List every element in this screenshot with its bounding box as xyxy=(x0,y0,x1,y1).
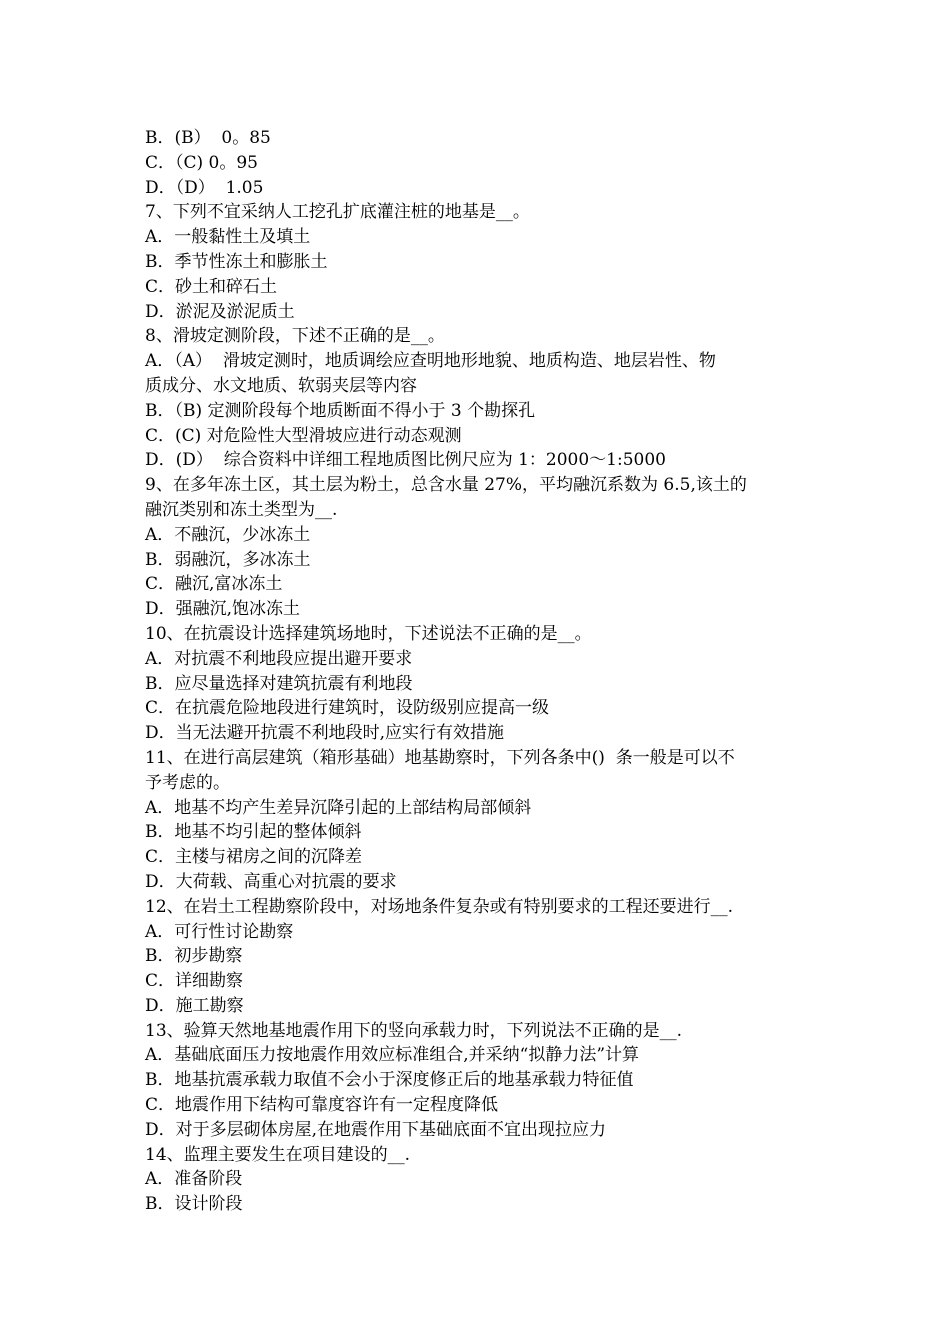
question-12: 12、在岩土工程勘察阶段中，对场地条件复杂或有特别要求的工程还要进行__. xyxy=(145,896,734,917)
question-11-cont: 予考虑的。 xyxy=(145,772,230,793)
q9-option-d: D．强融沉,饱冰冻土 xyxy=(145,599,301,620)
q12-option-a: A．可行性讨论勘察 xyxy=(145,921,294,942)
q7-option-a: A．一般黏性土及填土 xyxy=(145,227,311,248)
q8-option-c: C．(C) 对危险性大型滑坡应进行动态观测 xyxy=(145,425,462,446)
q10-option-a: A．对抗震不利地段应提出避开要求 xyxy=(145,648,413,669)
q7-option-c: C．砂土和碎石土 xyxy=(145,276,278,297)
question-10: 10、在抗震设计选择建筑场地时，下述说法不正确的是__。 xyxy=(145,623,592,644)
q12-option-d: D．施工勘察 xyxy=(145,995,244,1016)
q7-option-d: D．淤泥及淤泥质土 xyxy=(145,301,295,322)
question-9-cont: 融沉类别和冻土类型为__. xyxy=(145,499,338,520)
q10-option-c: C．在抗震危险地段进行建筑时，设防级别应提高一级 xyxy=(145,698,550,719)
question-9: 9、在多年冻土区，其土层为粉土，总含水量 27%，平均融沉系数为 6.5,该土的 xyxy=(145,475,747,496)
q8-option-a-cont: 质成分、水文地质、软弱夹层等内容 xyxy=(145,375,417,396)
q12-option-b: B．初步勘察 xyxy=(145,946,243,967)
question-8: 8、滑坡定测阶段，下述不正确的是__。 xyxy=(145,326,445,347)
q11-option-b: B．地基不均引起的整体倾斜 xyxy=(145,822,362,843)
q14-option-a: A．准备阶段 xyxy=(145,1169,243,1190)
q7-option-b: B．季节性冻土和膨胀土 xyxy=(145,251,328,272)
question-7: 7、下列不宜采纳人工挖孔扩底灌注桩的地基是__。 xyxy=(145,202,530,223)
q14-option-b: B．设计阶段 xyxy=(145,1194,243,1215)
q13-option-b: B．地基抗震承载力取值不会小于深度修正后的地基承载力特征值 xyxy=(145,1070,634,1091)
q9-option-c: C．融沉,富冰冻土 xyxy=(145,574,283,595)
q8-option-d: D．(D） 综合资料中详细工程地质图比例尺应为 1：2000～1:5000 xyxy=(145,450,666,471)
q10-option-b: B．应尽量选择对建筑抗震有利地段 xyxy=(145,673,413,694)
document-page xyxy=(145,126,807,1217)
question-11: 11、在进行高层建筑（箱形基础）地基勘察时，下列各条中() 条一般是可以不 xyxy=(145,747,735,768)
q8-option-a: A．（A） 滑坡定测时，地质调绘应查明地形地貌、地质构造、地层岩性、物 xyxy=(145,351,716,372)
q13-option-d: D．对于多层砌体房屋,在地震作用下基础底面不宜出现拉应力 xyxy=(145,1119,607,1140)
q11-option-a: A．地基不均产生差异沉降引起的上部结构局部倾斜 xyxy=(145,797,532,818)
q12-option-c: C．详细勘察 xyxy=(145,971,244,992)
q9-option-a: A．不融沉，少冰冻土 xyxy=(145,524,311,545)
q13-option-a: A．基础底面压力按地震作用效应标准组合,并采纳“拟静力法”计算 xyxy=(145,1045,640,1066)
q9-option-b: B．弱融沉，多冰冻土 xyxy=(145,549,311,570)
q13-option-c: C．地震作用下结构可靠度容许有一定程度降低 xyxy=(145,1095,499,1116)
q11-option-c: C．主楼与裙房之间的沉降差 xyxy=(145,847,363,868)
question-14: 14、监理主要发生在项目建设的__. xyxy=(145,1144,411,1165)
q10-option-d: D．当无法避开抗震不利地段时,应实行有效措施 xyxy=(145,723,505,744)
q11-option-d: D．大荷载、高重心对抗震的要求 xyxy=(145,871,397,892)
option-b-line: B．(B） 0。85 xyxy=(145,128,271,148)
option-d-line: D．（D） 1.05 xyxy=(145,177,264,198)
question-13: 13、验算天然地基地震作用下的竖向承载力时，下列说法不正确的是__. xyxy=(145,1020,683,1041)
option-c-line: C．（C) 0。95 xyxy=(145,152,258,173)
q8-option-b: B．（B) 定测阶段每个地质断面不得小于 3 个勘探孔 xyxy=(145,400,536,421)
